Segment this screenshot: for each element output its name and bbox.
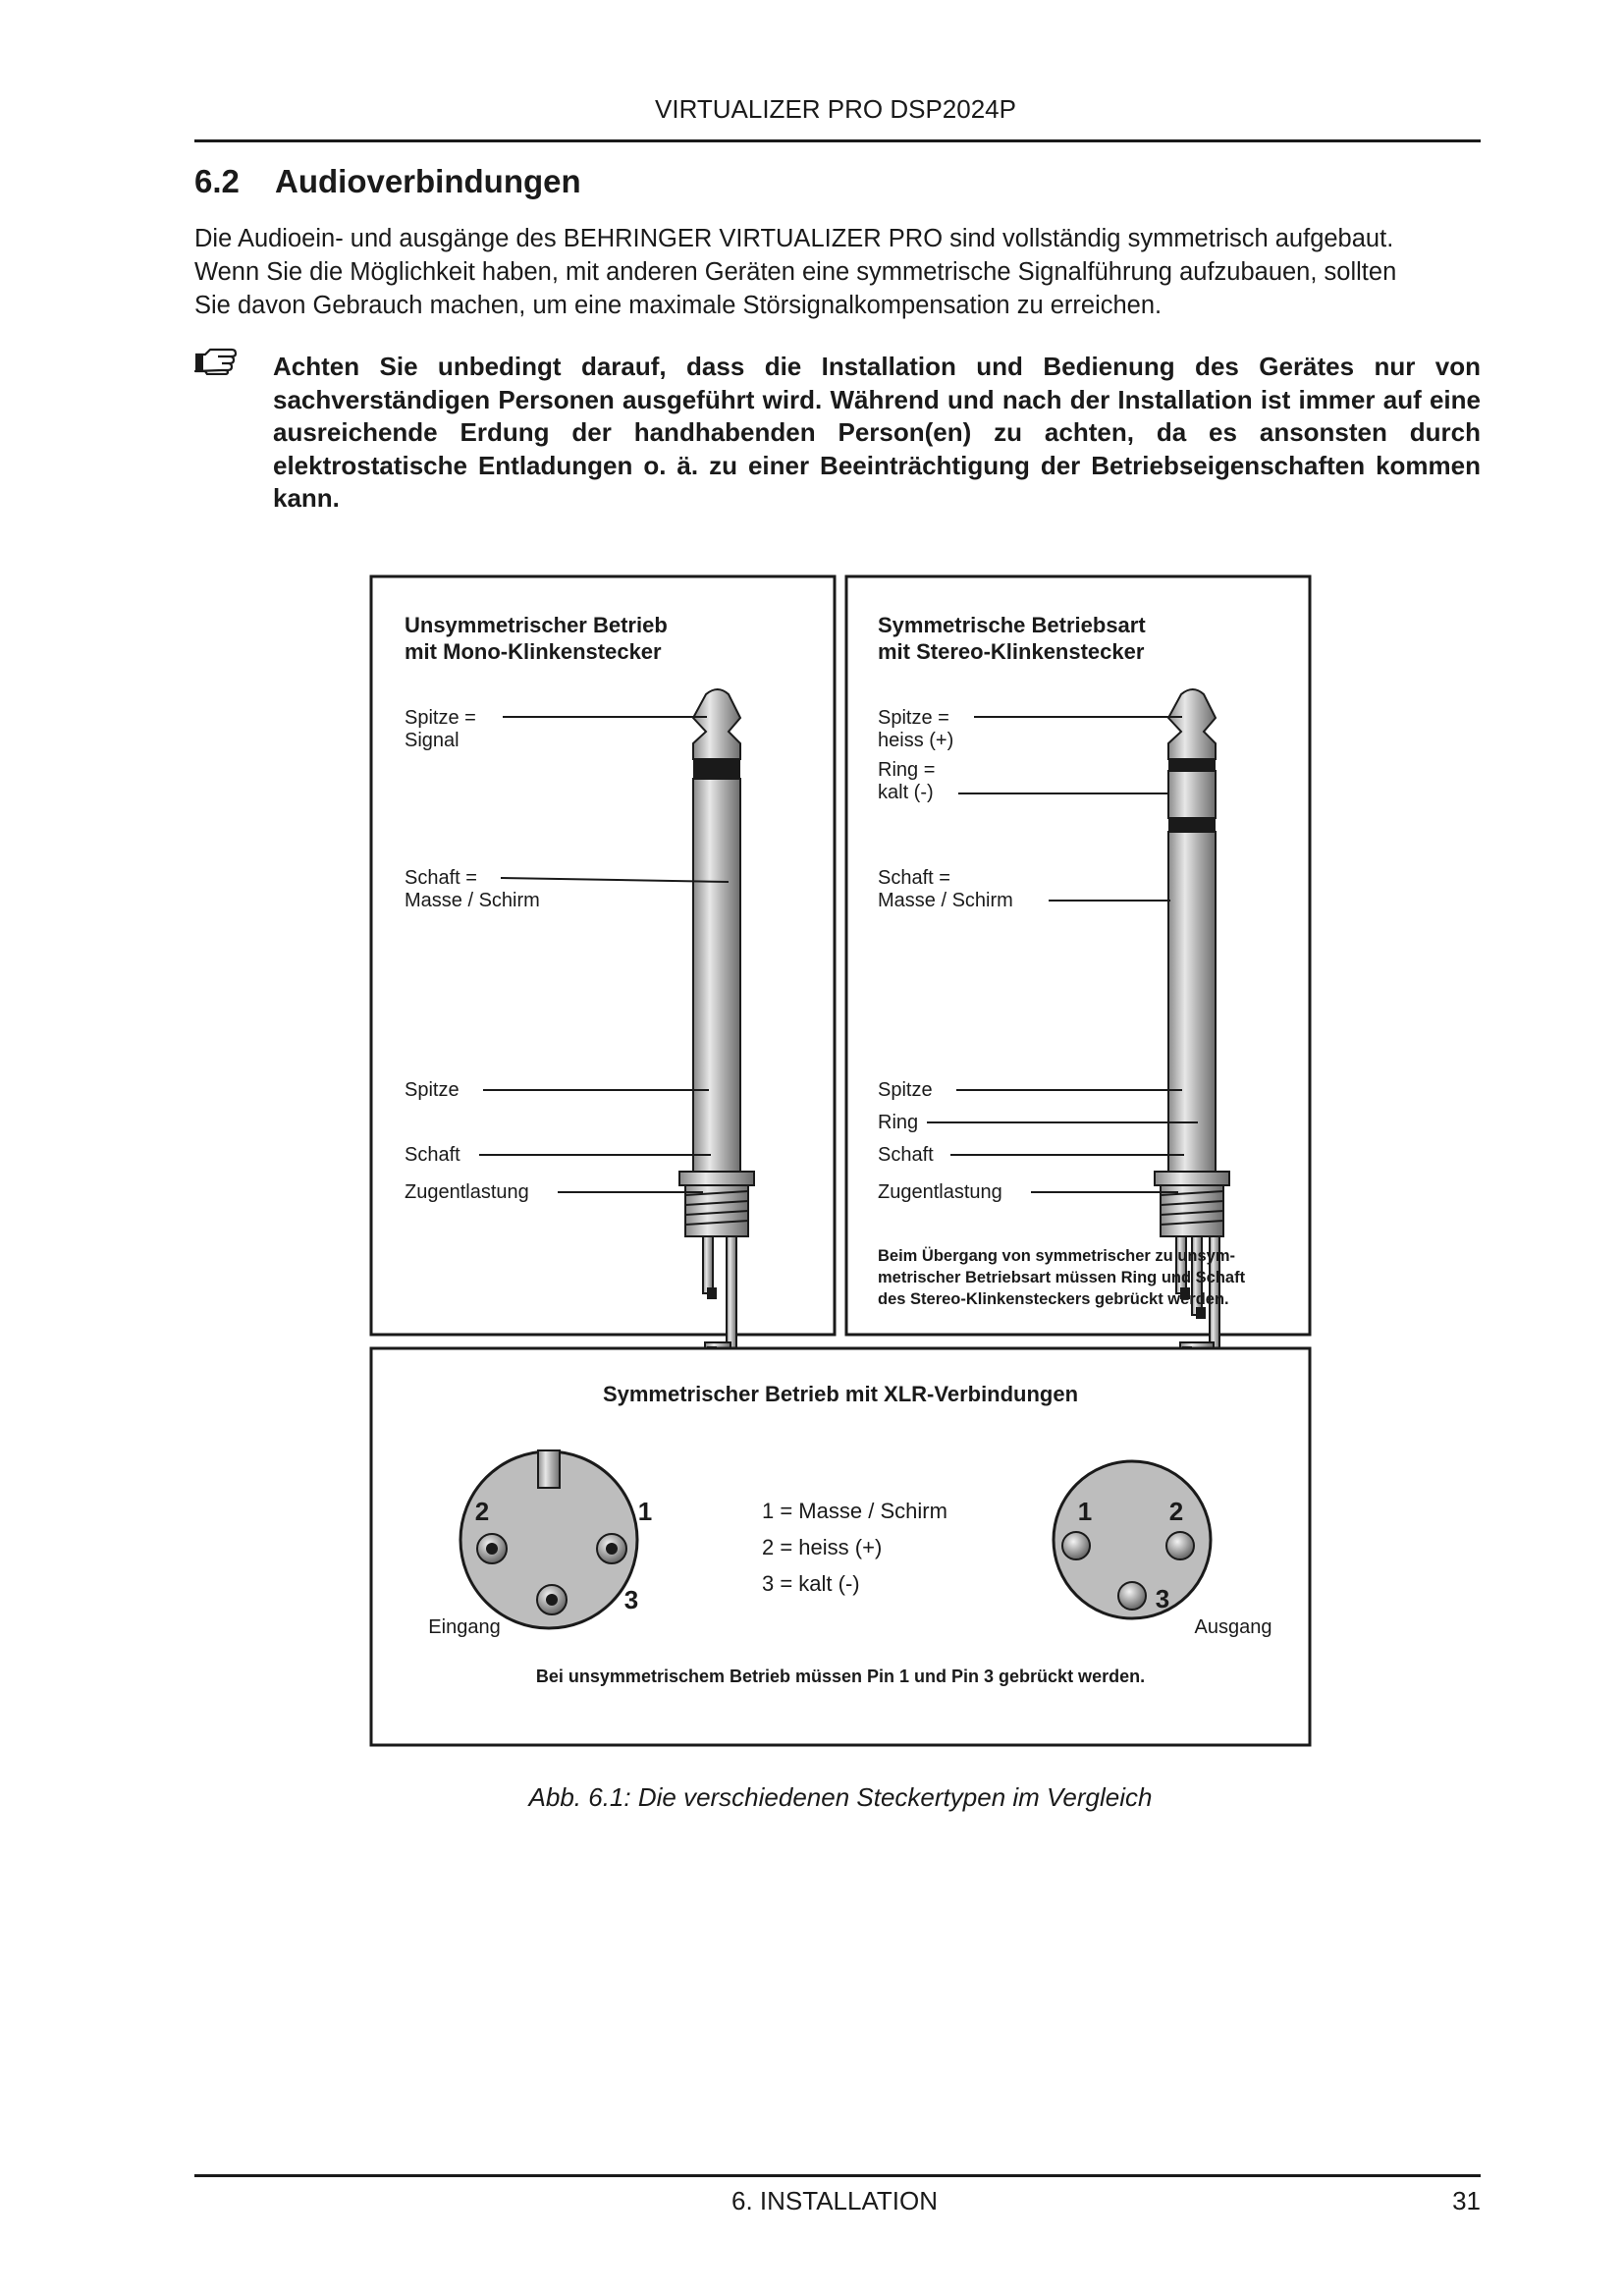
stereo-tip-label-line2: heiss (+) — [878, 730, 954, 751]
xlr-legend-item: 2 = heiss (+) — [762, 1535, 883, 1559]
intro-line: Sie davon Gebrauch machen, um eine maximale Störsignalkompensation zu erreichen. — [194, 292, 1163, 319]
stereo-strain-relief-label: Zugentlastung — [878, 1181, 1002, 1203]
stereo-note-line: Beim Übergang von symmetrischer zu unsym- — [878, 1247, 1236, 1265]
header-rule — [194, 139, 1481, 142]
stereo-ring-label-line2: kalt (-) — [878, 782, 934, 803]
mono-title-line2: mit Mono-Klinkenstecker — [405, 639, 662, 664]
stereo-tip-label-line1: Spitze = — [878, 707, 949, 729]
xlr-out-pin1: 1 — [1077, 1497, 1093, 1526]
xlr-title: Symmetrischer Betrieb mit XLR-Verbindungen — [602, 1382, 1079, 1406]
intro-line: Wenn Sie die Möglichkeit haben, mit anderen Geräten eine symmetrische Signalführung aufzubauen, sollten — [194, 258, 1397, 286]
pointing-hand-icon — [192, 346, 238, 375]
xlr-female-connector — [460, 1450, 637, 1628]
xlr-output-label: Ausgang — [1194, 1616, 1272, 1638]
stereo-note-line: metrischer Betriebsart müssen Ring und Schaft — [878, 1269, 1246, 1286]
connector-figure — [369, 574, 1312, 1753]
stereo-sleeve-label-line1: Schaft = — [878, 867, 950, 889]
xlr-in-pin1: 1 — [637, 1497, 653, 1526]
header-title: VIRTUALIZER PRO DSP2024P — [655, 94, 1016, 124]
xlr-out-pin2: 2 — [1168, 1497, 1184, 1526]
xlr-legend-item: 3 = kalt (-) — [762, 1571, 860, 1596]
stereo-wire-sleeve-label: Schaft — [878, 1144, 934, 1166]
stereo-title-line2: mit Stereo-Klinkenstecker — [878, 639, 1145, 664]
footer-rule — [194, 2174, 1481, 2177]
xlr-male-connector — [1054, 1461, 1211, 1618]
figure-caption: Abb. 6.1: Die verschiedenen Steckertypen im Vergleich — [528, 1782, 1153, 1812]
section-number: 6.2 — [194, 163, 240, 199]
section-title: Audioverbindungen — [275, 163, 581, 199]
mono-title-line1: Unsymmetrischer Betrieb — [405, 613, 668, 637]
mono-panel — [371, 576, 835, 1335]
mono-tip-label-line1: Spitze = — [405, 707, 476, 729]
xlr-input-label: Eingang — [428, 1616, 501, 1638]
intro-paragraph — [194, 222, 1481, 322]
page-number: 31 — [1452, 2186, 1481, 2215]
stereo-title-line1: Symmetrische Betriebsart — [878, 613, 1146, 637]
stereo-wire-tip-label: Spitze — [878, 1079, 933, 1101]
mono-sleeve-label-line2: Masse / Schirm — [405, 890, 540, 911]
xlr-note: Bei unsymmetrischem Betrieb müssen Pin 1 und Pin 3 gebrückt werden. — [535, 1667, 1146, 1686]
stereo-note-line: des Stereo-Klinkensteckers gebrückt werden. — [878, 1290, 1229, 1308]
mono-wire-sleeve-label: Schaft — [405, 1144, 460, 1166]
footer-chapter: 6. INSTALLATION — [731, 2186, 938, 2215]
mono-wire-tip-label: Spitze — [405, 1079, 460, 1101]
stereo-panel — [846, 576, 1310, 1335]
xlr-out-pin3: 3 — [1155, 1584, 1170, 1613]
mono-tip-label-line2: Signal — [405, 730, 460, 751]
mono-strain-relief-label: Zugentlastung — [405, 1181, 529, 1203]
stereo-wire-ring-label: Ring — [878, 1112, 919, 1133]
intro-line: Die Audioein- und ausgänge des BEHRINGER VIRTUALIZER PRO sind vollständig symmetrisch aufgebaut. — [194, 225, 1394, 252]
xlr-legend-item: 1 = Masse / Schirm — [762, 1499, 947, 1523]
stereo-sleeve-label-line2: Masse / Schirm — [878, 890, 1013, 911]
stereo-ring-label-line1: Ring = — [878, 759, 936, 781]
section-heading — [194, 163, 581, 200]
warning-note: Achten Sie unbedingt darauf, dass die Installation und Bedienung des Gerätes nur von sachverständigen Personen ausgeführt wird. Während und nach der Installation ist immer auf eine ausreichende Erdung der handhabenden Person(en) zu achten, da es ansonsten durch elektrostatische Entladungen o. ä. zu einer Beeinträchtigung der Betriebseigenschaften kommen kann. — [273, 352, 1481, 513]
xlr-in-pin3: 3 — [623, 1585, 639, 1614]
mono-sleeve-label-line1: Schaft = — [405, 867, 477, 889]
xlr-in-pin2: 2 — [474, 1497, 490, 1526]
